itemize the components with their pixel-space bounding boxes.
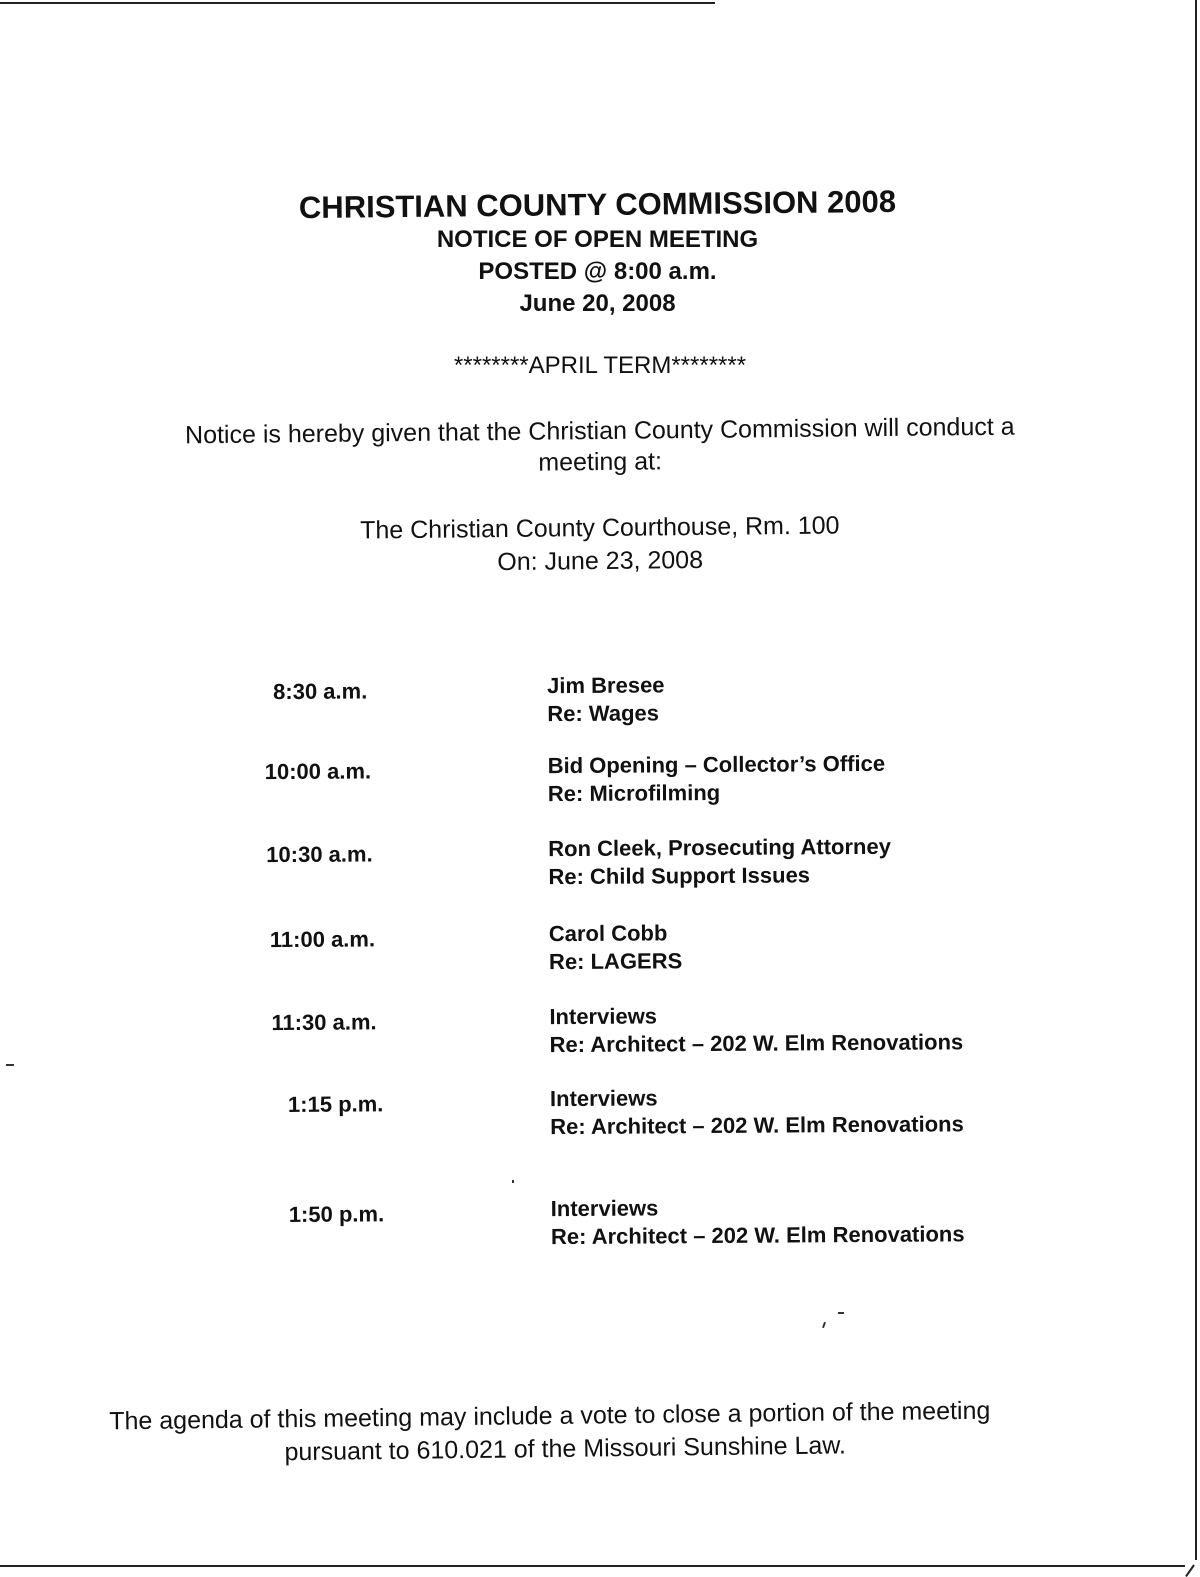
- agenda-description: [550, 1081, 1110, 1141]
- agenda-title: Ron Cleek, Prosecuting Attorney: [548, 833, 891, 862]
- closed-session-disclaimer: [40, 1394, 1061, 1472]
- agenda-time: 10:00 a.m.: [264, 758, 372, 785]
- notice-statement: [100, 411, 1101, 483]
- meeting-date: On: June 23, 2008: [497, 545, 704, 577]
- document-title: CHRISTIAN COUNTY COMMISSION 2008: [298, 183, 897, 226]
- agenda-title: Interviews: [549, 1085, 658, 1112]
- disclaimer-line-2: pursuant to 610.021 of the Missouri Sunshine Law.: [284, 1431, 847, 1467]
- agenda-description: [549, 999, 1109, 1059]
- scan-edge-bottom: [0, 1565, 1185, 1567]
- agenda-item: [4, 1191, 1200, 1250]
- agenda-time: 1:50 p.m.: [288, 1201, 385, 1227]
- agenda-title: Jim Bresee: [546, 672, 665, 699]
- agenda-description: [549, 916, 1109, 976]
- agenda-item: [1, 831, 1200, 890]
- notice-type: NOTICE OF OPEN MEETING: [436, 226, 759, 253]
- agenda-regarding: Re: Architect – 202 W. Elm Renovations: [550, 1111, 964, 1140]
- agenda-item: [0, 668, 1200, 727]
- agenda-item: [1, 748, 1200, 807]
- scan-speck: [838, 1312, 844, 1314]
- notice-line-2: meeting at:: [538, 447, 663, 477]
- scan-speck: [822, 1322, 826, 1328]
- posted-time: POSTED @ 8:00 a.m.: [478, 258, 717, 285]
- term-banner: ********APRIL TERM********: [453, 352, 747, 379]
- agenda-regarding: Re: Child Support Issues: [548, 862, 811, 890]
- agenda-list: [0, 668, 1200, 1276]
- agenda-regarding: Re: Architect – 202 W. Elm Renovations: [549, 1029, 964, 1058]
- agenda-time: 11:30 a.m.: [271, 1009, 377, 1036]
- agenda-regarding: Re: Wages: [547, 700, 660, 727]
- agenda-title: Interviews: [549, 1003, 658, 1030]
- agenda-description: [548, 748, 1108, 808]
- agenda-title: Bid Opening – Collector’s Office: [547, 750, 886, 779]
- agenda-regarding: Re: Architect – 202 W. Elm Renovations: [550, 1221, 965, 1250]
- meeting-location: [0, 506, 1200, 585]
- agenda-description: [547, 668, 1107, 728]
- agenda-title: Interviews: [550, 1195, 659, 1222]
- scan-corner-mark: [1185, 1564, 1195, 1577]
- agenda-item: [2, 916, 1200, 975]
- agenda-description: [551, 1191, 1111, 1251]
- meeting-place: The Christian County Courthouse, Rm. 100: [359, 511, 840, 545]
- notice-header: [0, 183, 1195, 320]
- agenda-regarding: Re: Microfilming: [547, 779, 721, 807]
- notice-line-1: Notice is hereby given that the Christian County Commission will conduct a: [184, 412, 1015, 450]
- agenda-time: 1:15 p.m.: [287, 1091, 384, 1117]
- agenda-title: Carol Cobb: [548, 920, 668, 947]
- agenda-time: 8:30 a.m.: [273, 678, 368, 705]
- agenda-regarding: Re: LAGERS: [548, 948, 683, 975]
- agenda-item: [3, 1081, 1200, 1140]
- agenda-description: [548, 831, 1108, 891]
- agenda-time: 11:00 a.m.: [269, 926, 376, 953]
- agenda-time: 10:30 a.m.: [266, 841, 373, 868]
- disclaimer-line-1: The agenda of this meeting may include a vote to close a portion of the meeting: [109, 1396, 991, 1436]
- posted-date: June 20, 2008: [519, 290, 676, 317]
- agenda-item: [2, 999, 1200, 1058]
- scan-edge-top: [0, 2, 715, 4]
